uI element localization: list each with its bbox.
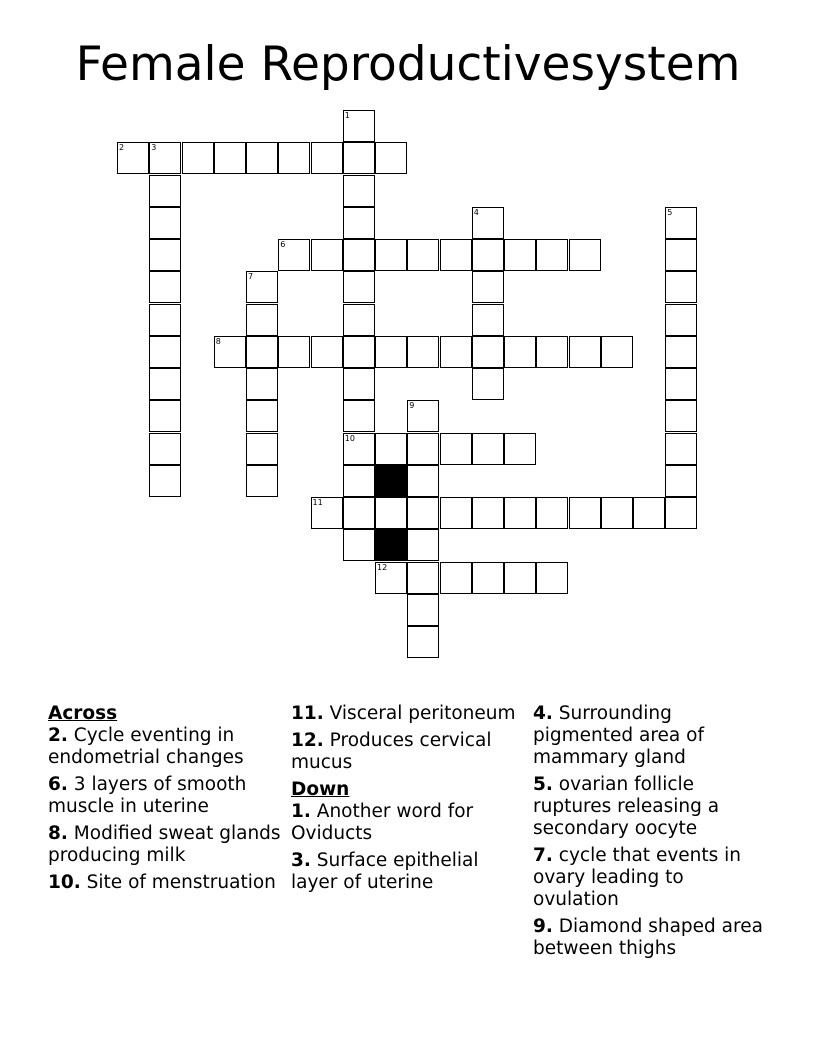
- crossword-cell[interactable]: [472, 336, 504, 368]
- crossword-cell[interactable]: [375, 562, 407, 594]
- crossword-cell[interactable]: [536, 562, 568, 594]
- crossword-cell[interactable]: [569, 497, 601, 529]
- crossword-cell[interactable]: [472, 239, 504, 271]
- cell-number: 1: [344, 111, 350, 120]
- crossword-cell[interactable]: [665, 497, 697, 529]
- crossword-cell[interactable]: [149, 142, 181, 174]
- page-title: Female Reproductivesystem: [75, 37, 741, 92]
- crossword-cell[interactable]: [407, 497, 439, 529]
- crossword-cell[interactable]: [472, 497, 504, 529]
- cell-number: 6: [280, 240, 286, 249]
- crossword-cell[interactable]: [246, 271, 278, 303]
- crossword-cell[interactable]: [246, 465, 278, 497]
- crossword-cell[interactable]: [665, 304, 697, 336]
- cell-number: 12: [377, 562, 388, 572]
- crossword-cell[interactable]: [665, 465, 697, 497]
- crossword-cell[interactable]: [665, 336, 697, 368]
- crossword-cell[interactable]: [343, 529, 375, 561]
- cell-number: 3: [151, 143, 157, 153]
- crossword-cell[interactable]: [278, 142, 310, 174]
- across-heading: Across: [48, 703, 118, 724]
- crossword-cell[interactable]: [149, 304, 181, 336]
- crossword-cell[interactable]: [407, 336, 439, 368]
- crossword-cell[interactable]: [246, 433, 278, 465]
- crossword-cell[interactable]: [311, 497, 343, 529]
- crossword-cell[interactable]: [149, 465, 181, 497]
- crossword-cell[interactable]: [182, 142, 214, 174]
- crossword-cell[interactable]: [149, 239, 181, 271]
- crossword-cell[interactable]: [375, 433, 407, 465]
- crossword-cell[interactable]: [504, 433, 536, 465]
- crossword-cell[interactable]: [343, 239, 375, 271]
- clue-down-7: 7. cycle that events in ovary leading to ovulation: [533, 845, 742, 910]
- crossword-cell[interactable]: [343, 271, 375, 303]
- crossword-cell[interactable]: [504, 562, 536, 594]
- crossword-black-cell: [375, 465, 407, 497]
- crossword-cell[interactable]: [440, 336, 472, 368]
- crossword-cell[interactable]: [440, 239, 472, 271]
- crossword-cell[interactable]: [504, 239, 536, 271]
- crossword-cell[interactable]: [149, 207, 181, 239]
- crossword-cell[interactable]: [246, 400, 278, 432]
- crossword-cell[interactable]: [472, 433, 504, 465]
- crossword-cell[interactable]: [472, 207, 504, 239]
- crossword-cell[interactable]: [311, 336, 343, 368]
- crossword-cell[interactable]: [407, 626, 439, 658]
- crossword-cell[interactable]: [407, 562, 439, 594]
- crossword-cell[interactable]: [407, 465, 439, 497]
- crossword-cell[interactable]: [343, 207, 375, 239]
- crossword-cell[interactable]: [665, 271, 697, 303]
- crossword-cell[interactable]: [407, 433, 439, 465]
- clue-across-2: 2. Cycle eventing in endometrial changes: [48, 725, 244, 768]
- cell-number: 5: [667, 207, 673, 217]
- crossword-cell[interactable]: [343, 400, 375, 432]
- crossword-cell[interactable]: [407, 594, 439, 626]
- crossword-cell[interactable]: [278, 239, 310, 271]
- crossword-cell[interactable]: [375, 239, 407, 271]
- crossword-cell[interactable]: [246, 304, 278, 336]
- crossword-cell[interactable]: [440, 497, 472, 529]
- crossword-cell[interactable]: [407, 400, 439, 432]
- crossword-cell[interactable]: [569, 239, 601, 271]
- crossword-cell[interactable]: [504, 336, 536, 368]
- crossword-cell[interactable]: [504, 497, 536, 529]
- crossword-cell[interactable]: [665, 368, 697, 400]
- clue-across-6: 6. 3 layers of smooth muscle in uterine: [48, 774, 247, 817]
- crossword-cell[interactable]: [246, 368, 278, 400]
- crossword-cell[interactable]: [569, 336, 601, 368]
- crossword-cell[interactable]: [472, 368, 504, 400]
- crossword-cell[interactable]: [536, 239, 568, 271]
- crossword-cell[interactable]: [278, 336, 310, 368]
- clue-down-9: 9. Diamond shaped area between thighs: [533, 916, 763, 959]
- crossword-cell[interactable]: [536, 336, 568, 368]
- crossword-cell[interactable]: [343, 110, 375, 142]
- crossword-cell[interactable]: [246, 142, 278, 174]
- cell-number: 2: [119, 143, 125, 153]
- crossword-cell[interactable]: [343, 497, 375, 529]
- crossword-cell[interactable]: [472, 304, 504, 336]
- crossword-cell[interactable]: [665, 400, 697, 432]
- crossword-cell[interactable]: [633, 497, 665, 529]
- crossword-cell[interactable]: [343, 336, 375, 368]
- crossword-cell[interactable]: [149, 368, 181, 400]
- crossword-cell[interactable]: [311, 142, 343, 174]
- crossword-cell[interactable]: [407, 529, 439, 561]
- crossword-cell[interactable]: [343, 175, 375, 207]
- crossword-cell[interactable]: [149, 400, 181, 432]
- clue-column-1: [48, 703, 283, 899]
- crossword-cell[interactable]: [311, 239, 343, 271]
- clue-down-1: 1. Another word for Oviducts: [291, 801, 474, 844]
- crossword-cell[interactable]: [665, 433, 697, 465]
- crossword-cell[interactable]: [343, 433, 375, 465]
- clue-column-3: [533, 703, 768, 965]
- crossword-cell[interactable]: [246, 336, 278, 368]
- cell-number: 11: [312, 498, 323, 507]
- cell-number: 10: [344, 433, 355, 443]
- crossword-cell[interactable]: [214, 142, 246, 174]
- crossword-cell[interactable]: [149, 433, 181, 465]
- clue-down-4: 4. Surrounding pigmented area of mammary gland: [533, 703, 704, 768]
- crossword-cell[interactable]: [149, 336, 181, 368]
- clue-down-3: 3. Surface epithelial layer of uterine: [291, 850, 479, 893]
- crossword-cell[interactable]: [343, 368, 375, 400]
- crossword-cell[interactable]: [472, 271, 504, 303]
- clue-down-5: 5. ovarian follicle ruptures releasing a secondary oocyte: [533, 774, 720, 839]
- crossword-cell[interactable]: [665, 239, 697, 271]
- cell-number: 8: [215, 336, 221, 346]
- cell-number: 4: [473, 207, 479, 217]
- clue-column-2: [291, 703, 526, 899]
- crossword-cell[interactable]: [343, 304, 375, 336]
- crossword-cell[interactable]: [375, 336, 407, 368]
- crossword-cell[interactable]: [440, 433, 472, 465]
- clue-across-10: 10. Site of menstruation: [48, 872, 276, 893]
- crossword-cell[interactable]: [536, 497, 568, 529]
- cell-number: 7: [248, 272, 254, 282]
- down-heading: Down: [291, 779, 350, 800]
- crossword-cell[interactable]: [407, 239, 439, 271]
- crossword-cell[interactable]: [472, 562, 504, 594]
- crossword-black-cell: [375, 529, 407, 561]
- crossword-cell[interactable]: [149, 271, 181, 303]
- crossword-cell[interactable]: [601, 336, 633, 368]
- clue-across-8: 8. Modified sweat glands producing milk: [48, 823, 281, 866]
- crossword-cell[interactable]: [149, 175, 181, 207]
- crossword-cell[interactable]: [375, 497, 407, 529]
- crossword-cell[interactable]: [343, 465, 375, 497]
- cell-number: 9: [409, 401, 415, 411]
- crossword-cell[interactable]: [440, 562, 472, 594]
- clue-across-11: 11. Visceral peritoneum: [291, 703, 516, 724]
- clue-across-12: 12. Produces cervical mucus: [291, 730, 492, 773]
- crossword-cell[interactable]: [214, 336, 246, 368]
- crossword-cell[interactable]: [343, 142, 375, 174]
- crossword-cell[interactable]: [601, 497, 633, 529]
- crossword-cell[interactable]: [117, 142, 149, 174]
- crossword-cell[interactable]: [665, 207, 697, 239]
- crossword-cell[interactable]: [375, 142, 407, 174]
